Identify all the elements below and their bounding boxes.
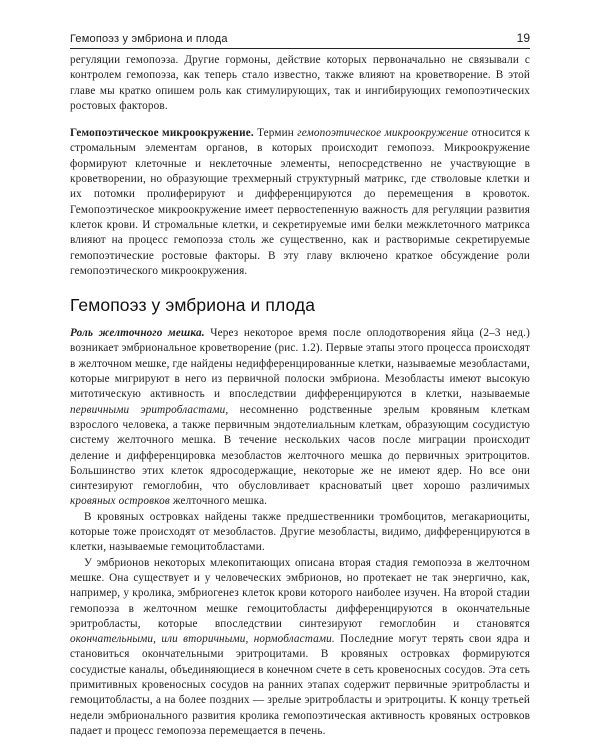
microenvironment-pre: Термин [257,127,294,140]
microenvironment-term: гемопоэтическое микроокружение [297,127,469,140]
second-stage-text-2: Последние могут терять свои ядра и становиться окончательными эритроцитами. В кровяных островках формируются сосудистые каналы, объединяющиеся в конечном счете в сеть кровеносных сосудов. Эта сеть примитивных кровеносных сосудов на ранних этапах содержит первичные эритробласты и гемоцитобласты, а на более поздних — зрелые эритробласты и эритроциты. К концу третьей недели эмбрионального развития кролика гемопоэтическая активность кровяных островков падает и процесс гемопоэза перемещается в печень. [70,633,530,737]
yolk-sac-heading: Роль желточного мешка. [70,327,205,340]
page-body [70,53,530,739]
intro-paragraph [70,53,530,114]
yolk-sac-term-1: первичными эритробластами, [70,403,229,416]
microenvironment-text: относится к стромальным элементам органов, в которых происходит гемопоэз. Микроокружение формируют клеточные и неклеточные элементы, непосредственно не участвующие в кроветворении, но образующие трехмерный структурный матрикс, где стволовые клетки и их потомки пролиферируют и дифференцируются до перемещения в кровоток. Гемопоэтическое микроокружение имеет первостепенную важность для регуляции развития клеток крови. И стромальные клетки, и секретируемые ими белки межклеточного матрикса влияют на процесс гемопоэза столь же существенно, как и растворимые секретируемые гемопоэтические ростовые факторы. В эту главу включено краткое обсуждение роли гемопоэтического микроокружения. [70,127,531,277]
microenvironment-paragraph [70,126,530,279]
yolk-sac-paragraph [70,326,530,510]
yolk-sac-text-2: несомненно родственные зрелым кровяным клеткам взрослого человека, а также первичным эндотелиальным клеткам, образующим сосудистую систему желточного мешка. В течение нескольких часов после миграции происходит деление и дифференцировка мезобластов желточного мешка до первичных эритроцитов. Большинство этих клеток ядросодержащие, некоторые же не имеют ядер. Но все они синтезируют гемоглобин, что обусловливает красноватый цвет хорошо различимых [70,403,530,493]
second-stage-term: окончательными, или вторичными, нормобластами. [70,633,335,646]
running-title: Гемопоэз у эмбриона и плода [70,33,228,45]
islands-paragraph [70,510,530,556]
microenvironment-heading: Гемопоэтическое микроокружение. [70,127,254,140]
second-stage-paragraph [70,556,530,740]
yolk-sac-text-1: Через некоторое время после оплодотворения яйца (2–3 нед.) возникает эмбриональное кроветворение (рис. 1.2). Первые этапы этого процесса происходят в желточном мешке, где найдены недифференцированные клетки, называемые мезобластами, которые мигрируют в него из первичной полоски эмбриона. Мезобласты имеют высокую митотическую активность и впоследствии дифференцируются в клетки, называемые [70,327,530,401]
page-number: 19 [516,31,530,45]
section-title: Гемопоэз у эмбриона и плода [70,295,316,316]
yolk-sac-text-3: желточного мешка. [172,495,268,508]
running-header [70,33,530,49]
second-stage-text-1: У эмбрионов некоторых млекопитающих описана вторая стадия гемопоэза в желточном мешке. Она существует и у человеческих эмбрионов, но протекает не так энергично, как, например, у кролика, эмбриогенез клеток крови которого наиболее изучен. На второй стадии гемопоэза в желточном мешке гемоцитобласты дифференцируются в окончательные эритробласты, которые впоследствии синтезируют гемоглобин и становятся [70,556,530,630]
islands-text: В кровяных островках найдены также предшественники тромбоцитов, мегакариоциты, которые тоже происходят от мезобластов. Другие мезобласты, видимо, дифференцируются в клетки, называемые гемоцитобластами. [70,510,530,554]
yolk-sac-term-2: кровяных островков [70,495,170,508]
intro-text: регуляции гемопоэза. Другие гормоны, действие которых первоначально не связывали с контролем гемопоэза, как теперь стало известно, также влияют на кроветворение. В этой главе мы кратко опишем роль как стимулирующих, так и ингибирующих гемопоэтических ростовых факторов. [70,54,530,112]
